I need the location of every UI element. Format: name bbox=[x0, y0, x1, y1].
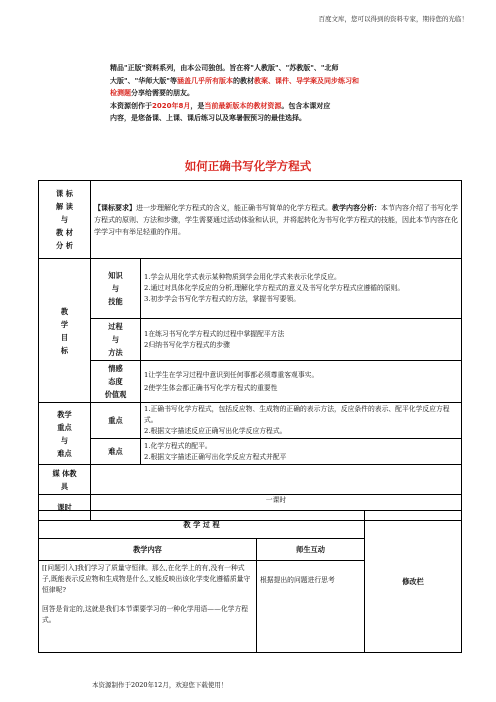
objectives-label: 教 学 目 标 bbox=[39, 259, 91, 403]
footer-note: 本资源制作于2020年12月，欢迎您下载使用！ bbox=[92, 681, 228, 689]
emotion-label: 情感 态度 价值观 bbox=[91, 361, 141, 403]
content-column-header: 教学内容 bbox=[39, 539, 257, 561]
revise-column: 修改栏 bbox=[365, 511, 462, 653]
focus-label: 教学 重点 与 难点 bbox=[39, 403, 91, 465]
teaching-process-table bbox=[38, 510, 462, 653]
hours-content: 一课时 bbox=[91, 495, 462, 521]
difficult-point-content: 1.化学方程式的配平。 2.根据文字描述正确写出化学反应方程式并配平 bbox=[141, 439, 462, 465]
teaching-content-cell: [[问题引入]我们学习了质量守恒律。那么,在化学上的有,没有一种式子,既能表示反应物和生成物是什么,又能反映出该化学变化遵循质量守恒律呢? 回答是肯定的,这就是我们本节课要学习的一种化学用语——化学方程式。 bbox=[39, 561, 257, 653]
interaction-column-header: 师生互动 bbox=[257, 539, 365, 561]
intro-line-2: 大版"、"华师大版"等涵盖几乎所有版本的教材教案、课件、导学案及同步练习和 bbox=[110, 76, 359, 85]
process-label: 过程 与 方法 bbox=[91, 319, 141, 361]
intro-line-5: 内容，是您备课、上课、课后练习以及寒暑假预习的最佳选择。 bbox=[110, 114, 306, 122]
key-point-content: 1.正确书写化学方程式，包括反应物、生成物的正确的表示方法，反应条件的表示、配平化学反应方程式。 2.根据文字描述反应正确写出化学反应方程式。 bbox=[141, 403, 462, 439]
hours-label: 课时 bbox=[39, 495, 91, 521]
lesson-plan-table bbox=[38, 180, 462, 521]
document-title: 如何正确书写化学方程式 bbox=[184, 159, 312, 173]
process-heading: 教 学 过 程 bbox=[39, 511, 365, 539]
key-point-label: 重点 bbox=[91, 403, 141, 439]
media-label: 媒 体教 具 bbox=[39, 465, 91, 495]
intro-paragraph bbox=[110, 62, 440, 125]
knowledge-label: 知识 与 技能 bbox=[91, 259, 141, 319]
emotion-content: 1让学生在学习过程中意识到任何事都必须尊重客观事实。 2使学生体会都正确书写化学方程式的重要性 bbox=[141, 361, 462, 403]
knowledge-content: 1.学会从用化学式表示某种物质到学会用化学式来表示化学反应。 2.通过对具体化学反应的分析,理解化学方程式的意义及书写化学方程式应遵循的原则。 3.初步学会书写化学方程式的方法，掌握书写要领。 bbox=[141, 259, 462, 319]
analysis-label: 课 标 解 读 与 教 材 分 析 bbox=[39, 181, 91, 259]
intro-line-4: 本资源创作于2020年8月，是当前最新版本的教材资源。包含本课对应 bbox=[110, 101, 331, 110]
intro-line-1: 精品"正版"资料系列，由本公司独创。旨在将"人教版"、"苏教版"、"北师 bbox=[110, 64, 339, 72]
difficult-point-label: 难点 bbox=[91, 439, 141, 465]
process-content: 1在练习书写化学方程式的过程中掌握配平方法 2归纳书写化学方程式的步骤 bbox=[141, 319, 462, 361]
intro-line-3: 检测题分享给需要的朋友。 bbox=[110, 89, 194, 97]
interaction-cell: 根据提出的问题进行思考 bbox=[257, 561, 365, 653]
analysis-content: 【课标要求】进一步理解化学方程式的含义，能正确书写简单的化学方程式。教学内容分析：本节内容介绍了书写化学方程式的原则、方法和步骤，学生需要通过活动体验和认识，并将起转化为书写化学方程式的技能，因此本节内容在化学学习中有举足轻重的作用。 bbox=[91, 181, 462, 259]
media-content bbox=[91, 465, 462, 495]
header-banner: 百度文库，您可以得到的资料专家，期待您的光临！ bbox=[318, 15, 468, 23]
